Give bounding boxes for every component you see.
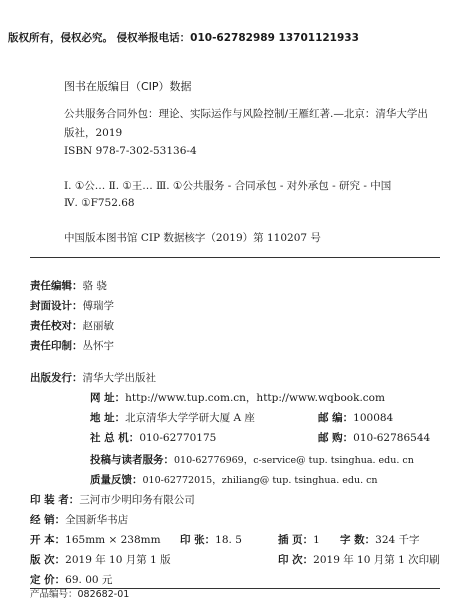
- inserts: 插 页：1: [278, 534, 320, 546]
- copyright-notice: 版权所有，侵权必究。 侵权举报电话：010-62782989 13701121933: [8, 32, 359, 44]
- cip-heading: 图书在版编目（CIP）数据: [64, 80, 192, 93]
- print-sheets: 印 张：18. 5: [180, 534, 242, 546]
- publisher-reader-service: 投稿与读者服务：010-62776969，c-service@ tup. tsinghua. edu. cn: [90, 454, 414, 466]
- publisher-switchboard: 社 总 机：010-62770175: [90, 432, 217, 444]
- publisher-quality-feedback: 质量反馈：010-62772015，zhiliang@ tup. tsinghua. edu. cn: [90, 474, 378, 486]
- staff-proofreader: 责任校对：赵丽敏: [30, 320, 114, 332]
- cip-subject-line2: Ⅳ. ①F752.68: [64, 197, 135, 209]
- cip-title-line1: 公共服务合同外包：理论、实际运作与风险控制/王雁红著.—北京：清华大学出: [64, 108, 428, 120]
- distributor: 经 销：全国新华书店: [30, 514, 129, 526]
- format-size: 开 本：165mm × 238mm: [30, 534, 161, 546]
- publisher-zip: 邮 编：100084: [318, 412, 394, 424]
- cip-subject-line1: Ⅰ. ①公… Ⅱ. ①王… Ⅲ. ①公共服务 - 合同承包 - 对外承包 - 研究 - 中国: [64, 180, 392, 192]
- cip-record-number: 中国版本图书馆 CIP 数据核字（2019）第 110207 号: [64, 232, 321, 244]
- publisher-name: 出版发行：清华大学出版社: [30, 372, 156, 384]
- printer: 印 装 者：三河市少明印务有限公司: [30, 494, 195, 506]
- cip-divider: [30, 257, 440, 258]
- cip-isbn: ISBN 978-7-302-53136-4: [64, 145, 197, 157]
- product-code: 产品编号：082682-01: [30, 589, 130, 600]
- impression: 印 次：2019 年 10 月第 1 次印刷: [278, 554, 440, 566]
- staff-cover-design: 封面设计：傅瑞学: [30, 300, 114, 312]
- publisher-mail-order: 邮 购：010-62786544: [318, 432, 431, 444]
- edition: 版 次：2019 年 10 月第 1 版: [30, 554, 171, 566]
- word-count: 字 数：324 千字: [340, 534, 420, 546]
- staff-editor: 责任编辑：骆 骁: [30, 280, 107, 292]
- cip-title-line2: 版社，2019: [64, 127, 123, 139]
- staff-printing: 责任印制：丛怀宇: [30, 340, 114, 352]
- price: 定 价：69. 00 元: [30, 574, 113, 586]
- publisher-address: 地 址：北京清华大学学研大厦 A 座: [90, 412, 255, 424]
- publisher-website: 网 址：http://www.tup.com.cn，http://www.wqbook.com: [90, 392, 385, 404]
